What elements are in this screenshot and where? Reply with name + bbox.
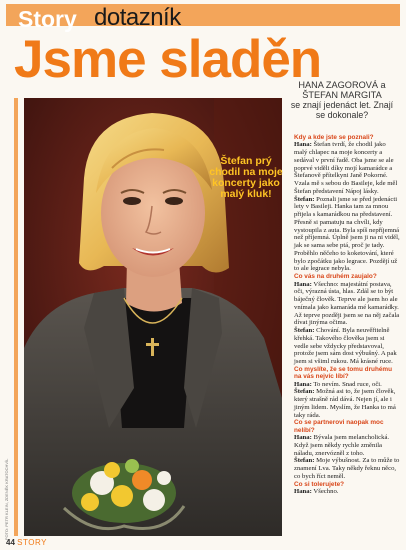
speaker-label: Hana: (294, 434, 312, 442)
story-logo: Story (18, 6, 77, 32)
interview-answer (294, 457, 400, 480)
answer-text: Všechno. (311, 488, 339, 496)
interview-answer (294, 327, 400, 366)
interview-column (294, 134, 400, 496)
answer-text: Chování. Byla neuvěřitelně křehká. Takového člověka jsem si vedle sebe vždycky představoval, protože jsem sám dost výbušný. A pak jsem si všiml rukou. Má krásné ruce. (294, 327, 397, 366)
interview-answer (294, 141, 400, 195)
speaker-label: Štefan: (294, 195, 315, 203)
speaker-label: Hana: (294, 280, 312, 288)
answer-text: Štefan tvrdí, že chodil jako malý chlapec na moje koncerty a sedával v první řadě. Oba jsme se ale poprvé viděli díky mojí kamarádce a Štefanově přítelkyni Janě Pokorné. Vzala mě s sebou do Basileje, kde měl Štefan představení Nápoj lásky. (294, 141, 398, 195)
interview-question: Co se partnerovi naopak moc nelíbí? (294, 419, 384, 434)
answer-text: Možná asi to, že jsem člověk, který strašně rád dává. Nejen jí, ale i jiným lidem. Myslím, že Hanka to má taky ráda. (294, 388, 396, 419)
page-footer (6, 538, 47, 547)
interview-answer (294, 488, 400, 496)
interview-answer (294, 281, 400, 328)
intro-names: HANA ZAGOROVÁ a ŠTEFAN MARGITA (298, 80, 386, 100)
interview-question: Co myslíte, že se tomu druhému na vás nejvíc líbí? (294, 365, 393, 381)
interview-answer (294, 388, 400, 419)
speaker-label: Hana: (294, 380, 312, 388)
answer-text: Poznali jsme se před jedenácti lety v Basileji. Hanka tam za mnou přijela s kamarádkou na představení. Přesně si pamatuju na chvíli, kdy vystoupila z auta. Byla spíš nepříjemná než příjemná. Úplně jsem ji na ni viděl, jak se sama sebe ptá, proč je tady. Proběhlo něčeho to koketování, které bylo zpočátku jako legrace. Pozdějí už to ale legrace nebyla. (294, 195, 400, 273)
speaker-label: Štefan: (294, 388, 315, 396)
interview-answer (294, 196, 400, 274)
headline: Jsme sladěn (14, 30, 322, 89)
intro (288, 80, 396, 120)
interview-question: Co si tolerujete? (294, 480, 345, 488)
page-number: 44 (6, 538, 15, 547)
interview-question: Co vás na druhém zaujalo? (294, 273, 377, 281)
speaker-label: Štefan: (294, 457, 315, 465)
answer-text: Bývala jsem melancholická. Když jsem někdy rychle změnila náladu, znervózněl z toho. (294, 434, 390, 457)
intro-text: se znají jedenáct let. Znají se dokonale? (290, 100, 394, 120)
speaker-label: Štefan: (294, 327, 315, 335)
interview-question: Kdy a kde jste se poznali? (294, 134, 374, 141)
speaker-label: Hana: (294, 141, 312, 149)
answer-text: Všechno: majestátní postava, oči, výrazná ústa, hlas. Zdál se to být báječný člověk. Teprve ale jsem ho ale vnímala jako kamaráda mé kamarádky. Až teprve později jsem se na něj začala dívat jinýma očima. (294, 280, 400, 327)
speaker-label: Hana: (294, 488, 312, 496)
answer-text: To nevím. Snad ruce, oči. (311, 380, 382, 388)
pull-quote: Štefan prý chodil na moje koncerty jako malý kluk! (209, 155, 283, 200)
section-header-bar (6, 4, 400, 32)
answer-text: Moje výbušnost. Za to může to znamení Lva. Taky někdy řeknu něco, co bych říct neměl. (294, 457, 400, 480)
photo-credit: FOTO: PETR KLEIN, ZDENĚK KRATOCHVÍL (4, 458, 9, 540)
section-title: dotazník (94, 4, 181, 31)
interview-answer (294, 434, 400, 457)
footer-brand: STORY (17, 538, 47, 547)
